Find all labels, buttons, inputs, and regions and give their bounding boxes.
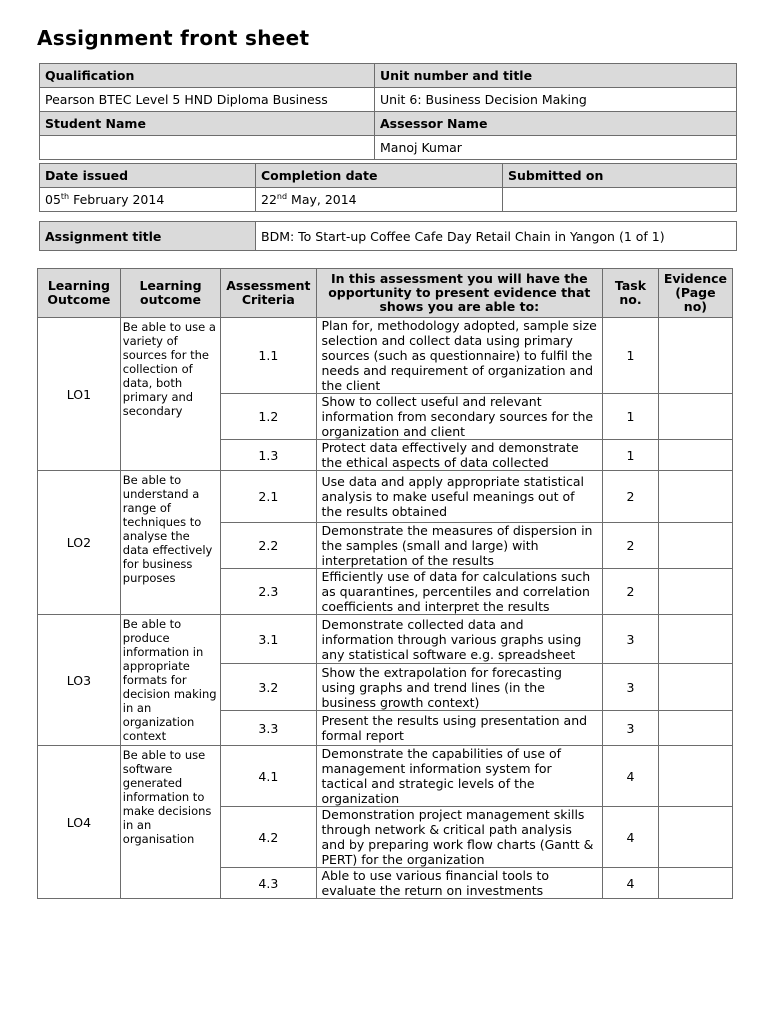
task-no: 1 xyxy=(603,394,659,440)
lo-text: Be able to understand a range of techniques to analyse the data effectively for business purposes xyxy=(120,471,220,615)
task-no: 1 xyxy=(603,440,659,471)
criteria-desc: Demonstrate collected data and information through various graphs using any statistical software e.g. spreadsheet xyxy=(316,615,603,664)
lo-code: LO2 xyxy=(38,471,121,615)
task-no: 1 xyxy=(603,318,659,394)
header-evidence-page: Evidence (Page no) xyxy=(658,269,732,318)
evidence-page[interactable] xyxy=(658,746,732,807)
criteria-id: 1.1 xyxy=(221,318,316,394)
criteria-id: 3.1 xyxy=(221,615,316,664)
lo-text: Be able to use software generated information to make decisions in an organisation xyxy=(120,746,220,899)
assignment-title-label: Assignment title xyxy=(40,222,256,251)
criteria-id: 2.2 xyxy=(221,523,316,569)
info-table xyxy=(39,63,737,160)
unit-value: Unit 6: Business Decision Making xyxy=(375,88,737,112)
header-learning-outcome-text: Learning outcome xyxy=(120,269,220,318)
lo-code: LO4 xyxy=(38,746,121,899)
task-no: 3 xyxy=(603,711,659,746)
date-issued-label: Date issued xyxy=(40,164,256,188)
criteria-desc: Show to collect useful and relevant information from secondary sources for the organization and client xyxy=(316,394,603,440)
lo-text: Be able to use a variety of sources for the collection of data, both primary and secondary xyxy=(120,318,220,471)
dates-table xyxy=(39,163,737,212)
date-issued-value: 05th February 2014 xyxy=(40,188,256,212)
criteria-desc: Show the extrapolation for forecasting using graphs and trend lines (in the business growth context) xyxy=(316,664,603,711)
task-no: 4 xyxy=(603,807,659,868)
evidence-page[interactable] xyxy=(658,868,732,899)
evidence-page[interactable] xyxy=(658,615,732,664)
criteria-id: 4.2 xyxy=(221,807,316,868)
criteria-desc: Efficiently use of data for calculations such as quarantines, percentiles and correlation coefficients and interpret the results xyxy=(316,569,603,615)
evidence-page[interactable] xyxy=(658,664,732,711)
criteria-desc: Demonstration project management skills through network & critical path analysis and by preparing work flow charts (Gantt & PERT) for the organization xyxy=(316,807,603,868)
assignment-title-value: BDM: To Start-up Coffee Cafe Day Retail Chain in Yangon (1 of 1) xyxy=(256,222,737,251)
criteria-desc: Use data and apply appropriate statistical analysis to make useful meanings out of the results obtained xyxy=(316,471,603,523)
evidence-page[interactable] xyxy=(658,440,732,471)
criteria-desc: Able to use various financial tools to evaluate the return on investments xyxy=(316,868,603,899)
assignment-title-table xyxy=(39,221,737,251)
lo-code: LO1 xyxy=(38,318,121,471)
evidence-page[interactable] xyxy=(658,711,732,746)
task-no: 4 xyxy=(603,746,659,807)
lo-code: LO3 xyxy=(38,615,121,746)
evidence-page[interactable] xyxy=(658,523,732,569)
criteria-desc: Protect data effectively and demonstrate the ethical aspects of data collected xyxy=(316,440,603,471)
evidence-page[interactable] xyxy=(658,569,732,615)
criteria-desc: Plan for, methodology adopted, sample size selection and collect data using primary sources (such as questionnaire) to fulfil the needs and requirement of organization and the client xyxy=(316,318,603,394)
unit-label: Unit number and title xyxy=(375,64,737,88)
criteria-id: 2.1 xyxy=(221,471,316,523)
criteria-id: 1.3 xyxy=(221,440,316,471)
criteria-desc: Demonstrate the capabilities of use of management information system for tactical and strategic levels of the organization xyxy=(316,746,603,807)
submitted-value[interactable] xyxy=(503,188,737,212)
criteria-id: 2.3 xyxy=(221,569,316,615)
criteria-desc: Present the results using presentation and formal report xyxy=(316,711,603,746)
task-no: 4 xyxy=(603,868,659,899)
task-no: 3 xyxy=(603,664,659,711)
student-value[interactable] xyxy=(40,136,375,160)
completion-label: Completion date xyxy=(256,164,503,188)
student-label: Student Name xyxy=(40,112,375,136)
header-learning-outcome: Learning Outcome xyxy=(38,269,121,318)
submitted-label: Submitted on xyxy=(503,164,737,188)
assessor-value: Manoj Kumar xyxy=(375,136,737,160)
task-no: 2 xyxy=(603,569,659,615)
qualification-value: Pearson BTEC Level 5 HND Diploma Business xyxy=(40,88,375,112)
evidence-page[interactable] xyxy=(658,318,732,394)
header-task-no: Task no. xyxy=(603,269,659,318)
learning-outcomes-table xyxy=(37,268,733,899)
header-evidence-description: In this assessment you will have the opportunity to present evidence that shows you are able to: xyxy=(316,269,603,318)
task-no: 3 xyxy=(603,615,659,664)
criteria-desc: Demonstrate the measures of dispersion in the samples (small and large) with interpretation of the results xyxy=(316,523,603,569)
task-no: 2 xyxy=(603,471,659,523)
criteria-id: 3.2 xyxy=(221,664,316,711)
criteria-id: 4.1 xyxy=(221,746,316,807)
task-no: 2 xyxy=(603,523,659,569)
evidence-page[interactable] xyxy=(658,471,732,523)
evidence-page[interactable] xyxy=(658,807,732,868)
qualification-label: Qualification xyxy=(40,64,375,88)
lo-text: Be able to produce information in appropriate formats for decision making in an organization context xyxy=(120,615,220,746)
completion-value: 22nd May, 2014 xyxy=(256,188,503,212)
criteria-id: 3.3 xyxy=(221,711,316,746)
evidence-page[interactable] xyxy=(658,394,732,440)
header-assessment-criteria: Assessment Criteria xyxy=(221,269,316,318)
assessor-label: Assessor Name xyxy=(375,112,737,136)
criteria-id: 4.3 xyxy=(221,868,316,899)
page-title: Assignment front sheet xyxy=(37,26,310,50)
criteria-id: 1.2 xyxy=(221,394,316,440)
